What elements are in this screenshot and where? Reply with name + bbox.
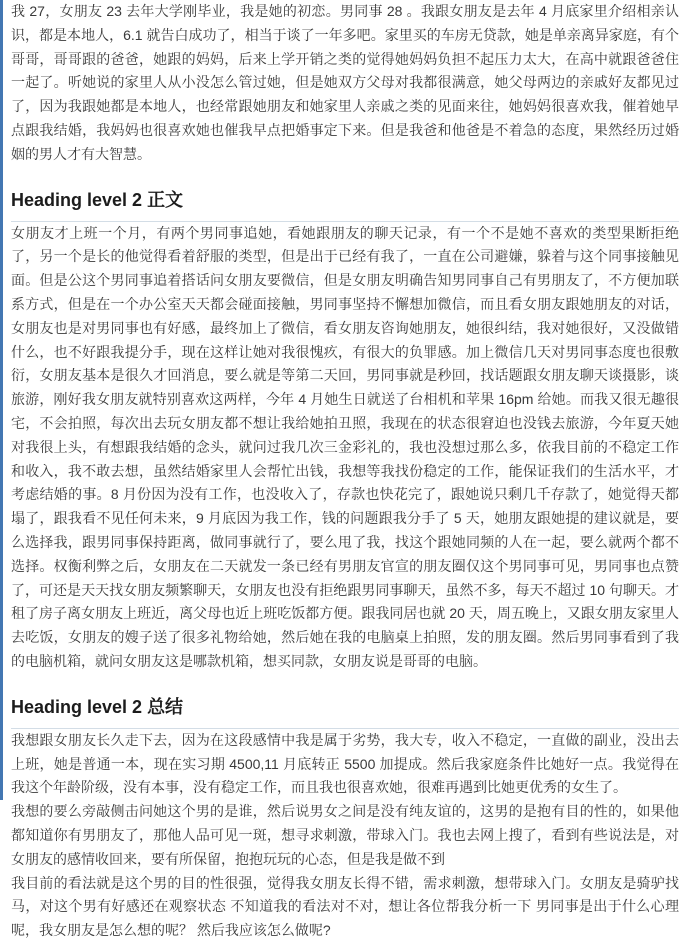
heading-title-summary: 总结 xyxy=(147,696,184,717)
summary-paragraph-3: 我目前的看法就是这个男的目的性很强，觉得我女朋友长得不错，需求刺激，想带球入门。女朋友是骑驴找马，对这个男有好感还在观察状态 不知道我的看法对不对，想让各位帮我分析一下 男同事是出于什么心理呢，我女朋友是怎么想的呢？ 然后我应该怎么做呢? xyxy=(11,874,679,939)
section-heading-main xyxy=(11,189,679,222)
document-content xyxy=(3,0,692,939)
heading-title-main: 正文 xyxy=(147,189,184,210)
intro-paragraph: 我 27，女朋友 23 去年大学刚毕业，我是她的初恋。男同事 28 。我跟女朋友是去年 4 月底家里介绍相亲认识，都是本地人，6.1 就告白成功了，相当于谈了一年多吧。家里买的车房无贷款，她是单亲离异家庭，有个哥哥，哥哥跟的爸爸，她跟的妈妈，后来上学开销之类的觉得她妈妈负担不起压力太大，在高中就跟爸爸住一起了。听她说的家里人从小没怎么管过她，但是她双方父母对我都很满意，她父母两边的亲戚好友都见过了，因为我跟她都是本地人，也经常跟她朋友和她家里人亲戚之类的见面来往，她妈妈很喜欢我，催着她早点跟我结婚，我妈妈也很喜欢她也催我早点把婚事定下来。但是我爸和他爸是不着急的态度，果然经历过婚姻的男人才有大智慧。 xyxy=(11,3,679,162)
main-section-paragraph: 女朋友才上班一个月，有两个男同事追她，看她跟朋友的聊天记录，有一个不是她不喜欢的类型果断拒绝了，另一个是长的他觉得看着舒服的类型，但是出于已经有我了，一直在公司避嫌，躲着与这个同事接触见面。但是公这个男同事追着搭话问女朋友要微信，但是女朋友明确告知男同事自己有男朋友了，不方便加联系方式，但是在一个办公室天天都会碰面接触，男同事坚持不懈想加微信，而且看女朋友跟她朋友的对话，女朋友也是对男同事也有好感，最终加上了微信，看女朋友咨询她朋友，她很纠结，我对她很好，又没做错什么，也不好跟我提分手，现在这样让她对我很愧疚，有很大的负罪感。加上微信几天对男同事态度也很敷衍，女朋友基本是很久才回消息，要么就是等第二天回，男同事就是秒回，找话题跟女朋友聊天谈摄影，谈旅游，刚好我女朋友就特别喜欢这两样，今年 4 月她生日就送了台相机和苹果 16pm 给她。而我又很无趣很宅，不会拍照，每次出去玩女朋友都不想让我给她拍丑照，我现在的状态很窘迫也没钱去旅游，今年夏天她对我很上头，有想跟我结婚的念头，就问过我几次三金彩礼的，我也没想过那么多，依我目前的不稳定工作和收入，我不敢去想，虽然结婚家里人会帮忙出钱，我想等我找份稳定的工作，能保证我们的生活水平，才考虑结婚的事。8 月份因为没有工作，也没收入了，存款也快花完了，跟她说只剩几千存款了，她觉得天都塌了，跟我看不见任何未来，9 月底因为我工作，钱的问题跟我分手了 5 天，她朋友跟她提的建议就是，要么选择我，跟男同事保持距离，做同事就行了，要么甩了我，找这个跟她同频的人在一起，要么就两个都不选择。权衡利弊之后，女朋友在二天就发一条已经有男朋友官宣的朋友圈仅这个男同事可见，男同事也点赞了，可还是天天找女朋友频繁聊天，女朋友也没有拒绝跟男同事聊天，虽然不多，每天不超过 10 句聊天。才租了房子离女朋友上班近，离父母也近上班吃饭都方便。跟我同居也就 20 天，周五晚上，又跟女朋友家里人去吃饭，女朋友的嫂子送了很多礼物给她，然后她在我的电脑桌上拍照，发的朋友圈。然后男同事看到了我的电脑机箱，就问女朋友这是哪款机箱，想买同款，女朋友说是哥哥的电脑。 xyxy=(11,224,679,669)
section-heading-summary xyxy=(11,696,679,729)
summary-paragraph-1: 我想跟女朋友长久走下去，因为在这段感情中我是属于劣势，我大专，收入不稳定，一直做的副业，没出去上班，她是普通一本，现在实习期 4500,11 月底转正 5500 加提成。然后我家庭条件比她好一点。我觉得在我这个年龄阶级，没有本事，没有稳定工作，而且我也很喜欢她，很难再遇到比她更优秀的女生了。 xyxy=(11,731,679,796)
summary-paragraph-2: 我想的要么旁敲侧击问她这个男的是谁，然后说男女之间是没有纯友谊的，这男的是抱有目的性的，如果他都知道你有男朋友了，那他人品可见一斑，想寻求刺激，带球入门。我也去网上搜了，看到有些说法是，对女朋友的感情收回来，要有所保留，抱抱玩玩的心态，但是我是做不到 xyxy=(11,803,679,867)
heading-level-label: Heading level 2 xyxy=(11,189,143,210)
heading-level-label: Heading level 2 xyxy=(11,696,143,717)
